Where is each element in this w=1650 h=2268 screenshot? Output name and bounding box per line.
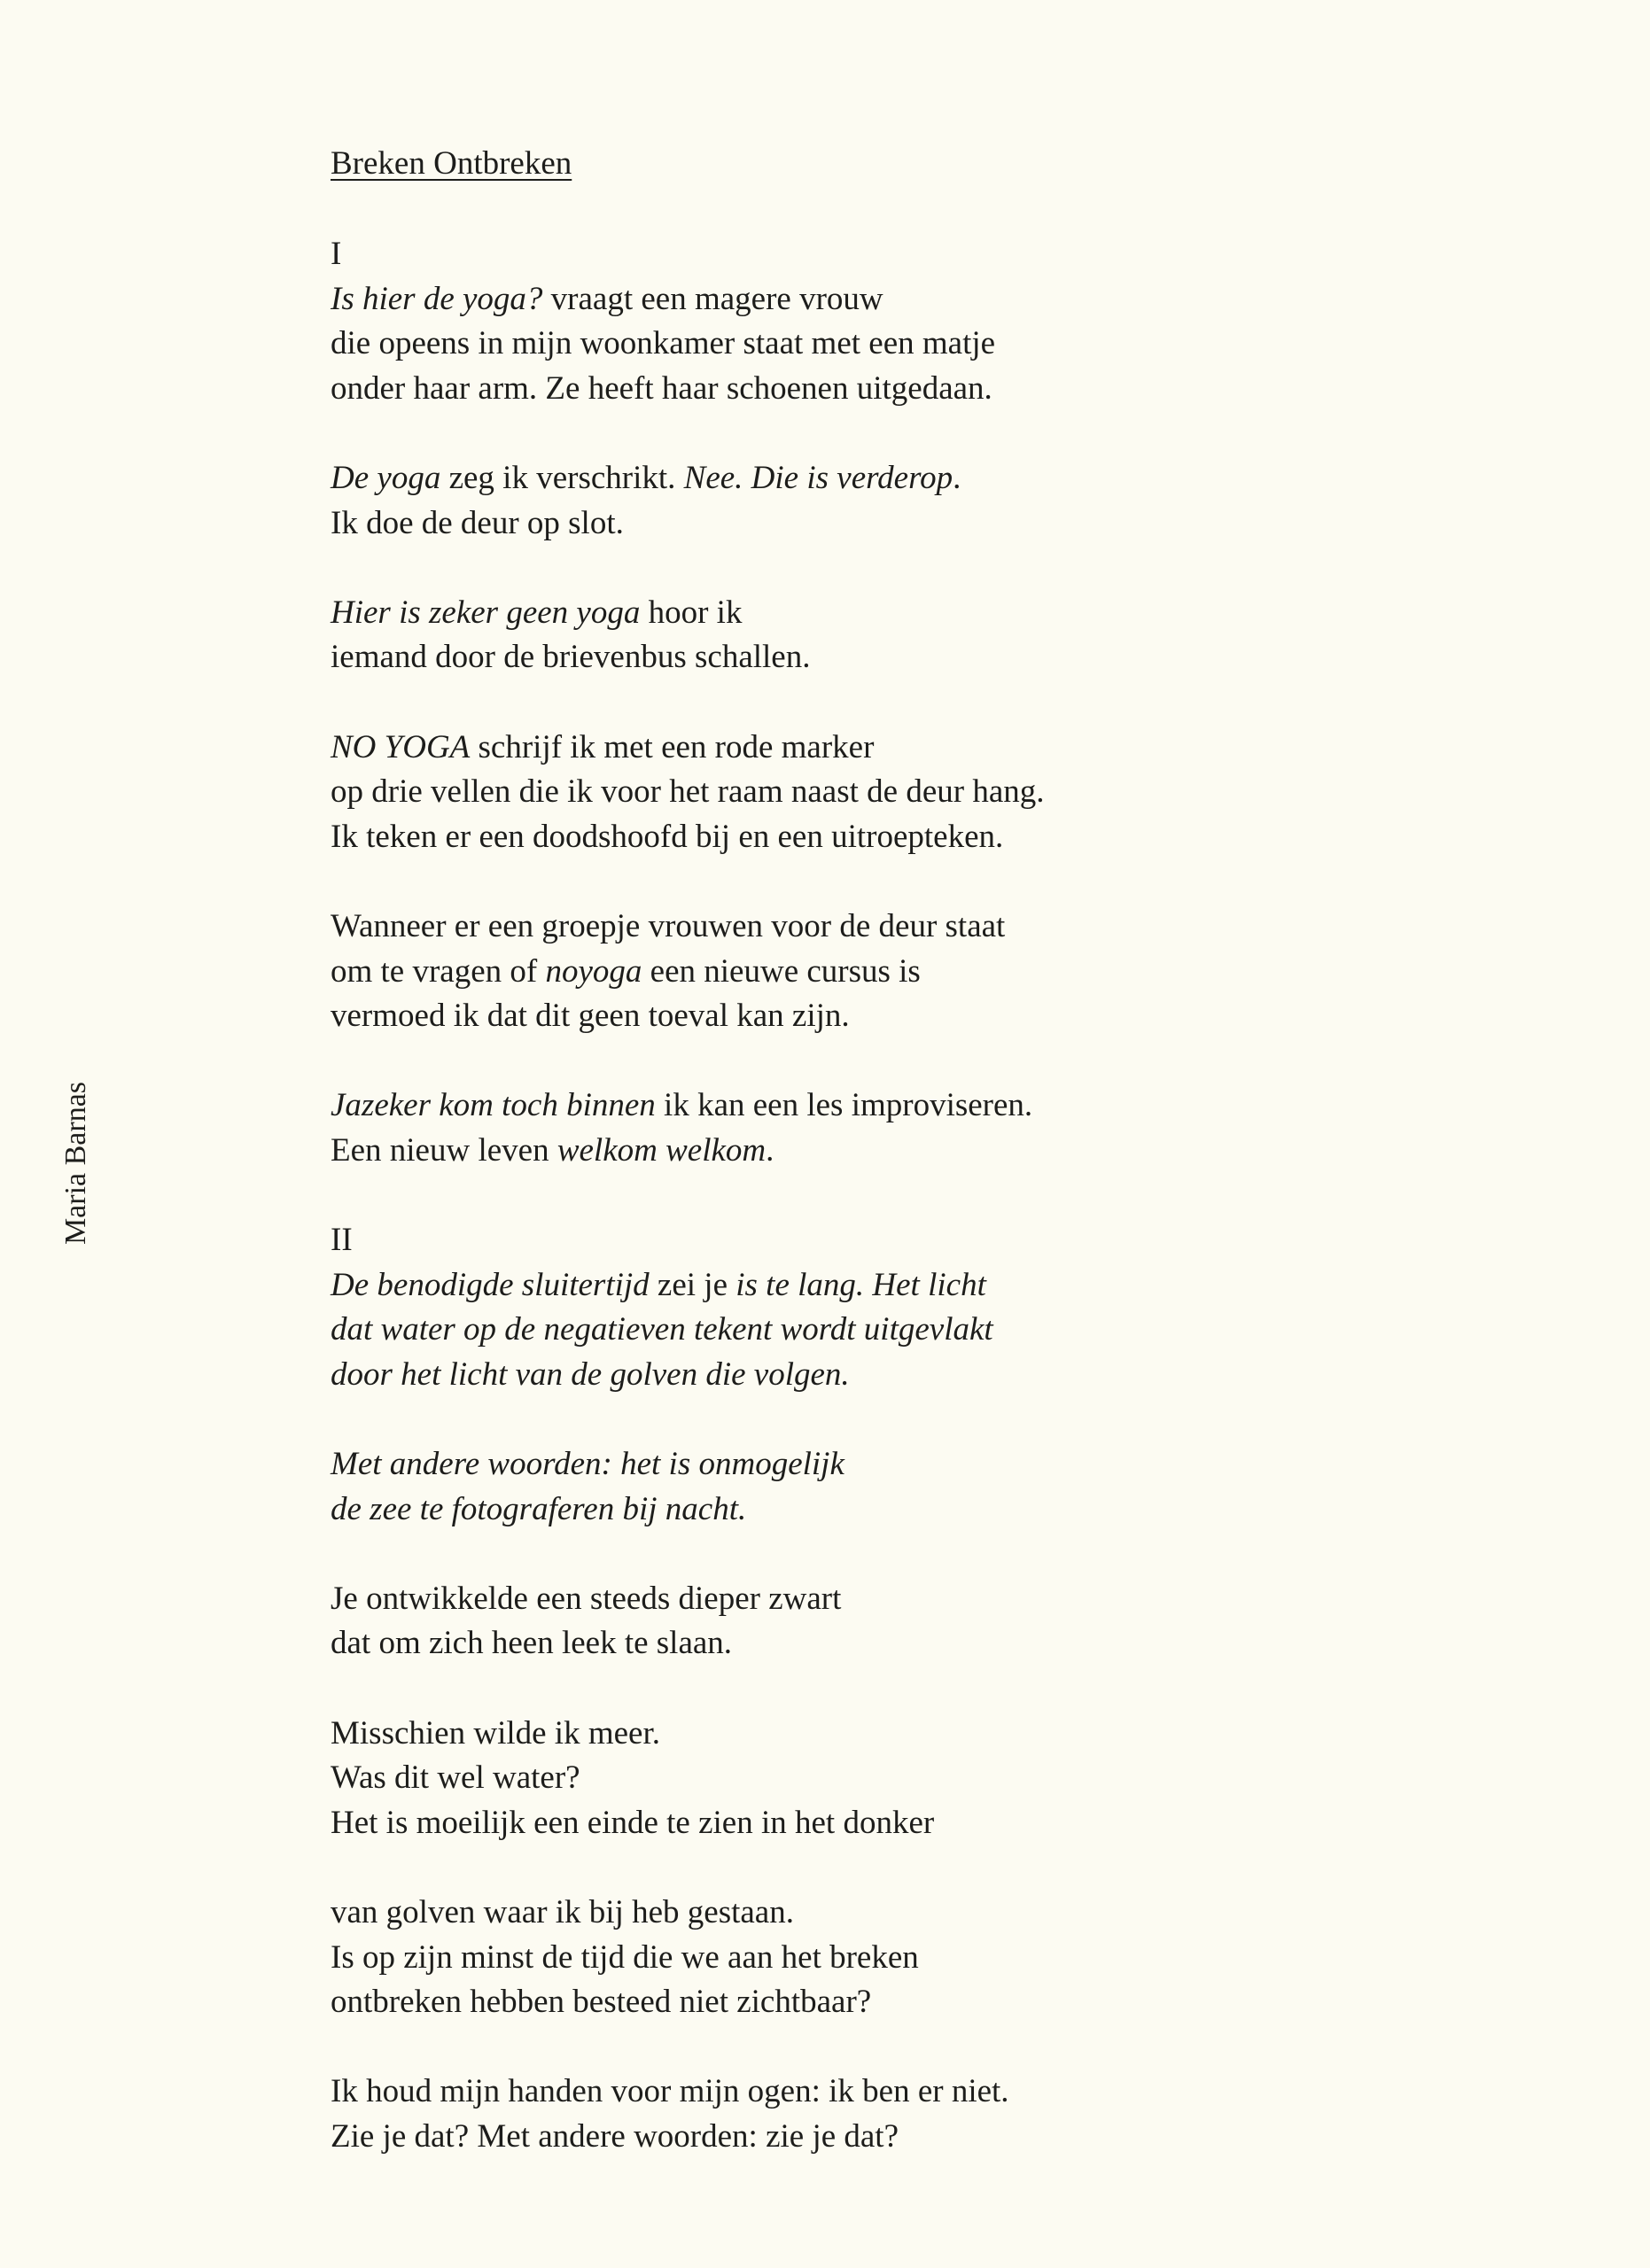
stanza-break [331, 1173, 1483, 1218]
text-segment: die opeens in mijn woonkamer staat met een matje [331, 325, 996, 362]
text-segment: . [766, 1131, 774, 1169]
poem-line [331, 456, 1483, 501]
poem-line [331, 277, 1483, 322]
italic-text: Hier is zeker geen yoga [331, 594, 641, 631]
text-segment: vraagt een magere vrouw [542, 280, 883, 317]
italic-text: noyoga [545, 952, 642, 990]
stanza-break [331, 546, 1483, 591]
poem-line [331, 1621, 1483, 1666]
poem-line [331, 1487, 1483, 1533]
text-segment: schrijf ik met een rode marker [470, 728, 875, 765]
poem-line [331, 367, 1483, 412]
text-segment: Een nieuw leven [331, 1131, 557, 1169]
author-name: Maria Barnas [59, 1081, 92, 1246]
text-segment: Ik doe de deur op slot. [331, 504, 624, 541]
poem-line [331, 591, 1483, 636]
poem-line [331, 1218, 1483, 1263]
stanza-break [331, 411, 1483, 456]
text-segment: zeg ik verschrikt. [440, 459, 684, 496]
text-segment: Je ontwikkelde een steeds dieper zwart [331, 1580, 842, 1617]
italic-text: welkom welkom [556, 1131, 767, 1169]
poem-line [331, 1980, 1483, 2025]
poem-line [331, 1084, 1483, 1129]
text-segment: iemand door de brievenbus schallen. [331, 639, 811, 676]
poem-line [331, 815, 1483, 860]
text-segment: Misschien wilde ik meer. [331, 1714, 660, 1751]
poem-line [331, 1756, 1483, 1801]
poem-line [331, 1442, 1483, 1487]
poem-line [331, 770, 1483, 815]
text-segment: om te vragen of [331, 952, 546, 990]
poem-line [331, 2115, 1483, 2160]
poem-line [331, 1129, 1483, 1174]
text-segment: vermoed ik dat dit geen toeval kan zijn. [331, 998, 850, 1035]
italic-text: door het licht van de golven die volgen. [331, 1355, 850, 1393]
text-segment: onder haar arm. Ze heeft haar schoenen uitgedaan. [331, 369, 992, 407]
italic-text: dat water op de negatieven tekent wordt uitgevlakt [331, 1311, 993, 1348]
poem-line [331, 2070, 1483, 2115]
text-segment: ik kan een les improviseren. [655, 1087, 1033, 1124]
text-segment: zei je [649, 1266, 736, 1303]
text-segment: II [331, 1222, 353, 1259]
italic-text: Is hier de yoga? [331, 280, 543, 317]
text-segment: I [331, 236, 342, 272]
text-segment: Ik houd mijn handen voor mijn ogen: ik ben er niet. [331, 2073, 1009, 2110]
poem-line [331, 905, 1483, 950]
italic-text: Met andere woorden: het is onmogelijk [331, 1446, 844, 1483]
poem-line [331, 994, 1483, 1039]
italic-text: Nee. Die is verderop [683, 459, 953, 496]
poem-line [331, 1801, 1483, 1846]
italic-text: De benodigde sluitertijd [331, 1266, 650, 1303]
stanza-break [331, 1666, 1483, 1712]
italic-text: is te lang. Het licht [735, 1266, 986, 1303]
text-segment: dat om zich heen leek te slaan. [331, 1625, 733, 1662]
stanza-break [331, 859, 1483, 905]
text-segment: Zie je dat? Met andere woorden: zie je dat? [331, 2117, 899, 2155]
poem-body [331, 232, 1483, 2160]
text-segment: Wanneer er een groepje vrouwen voor de deur staat [331, 907, 1006, 944]
text-segment: op drie vellen die ik voor het raam naast de deur hang. [331, 773, 1045, 811]
poem-line [331, 322, 1483, 367]
text-segment: Ik teken er een doodshoofd bij en een uitroepteken. [331, 818, 1004, 855]
stanza-break [331, 680, 1483, 726]
stanza-break [331, 1039, 1483, 1084]
poem-title: Breken Ontbreken [331, 145, 572, 182]
text-segment: Het is moeilijk een einde te zien in het donker [331, 1804, 935, 1841]
poem-line [331, 1263, 1483, 1309]
italic-text: NO YOGA [331, 728, 471, 765]
text-segment: Was dit wel water? [331, 1759, 580, 1797]
poem-line [331, 1712, 1483, 1757]
stanza-break [331, 1845, 1483, 1891]
poem-line [331, 1353, 1483, 1398]
text-segment: . [953, 459, 961, 496]
poem-line [331, 1577, 1483, 1622]
italic-text: de zee te fotograferen bij nacht. [331, 1490, 747, 1527]
poem-line [331, 1936, 1483, 1981]
text-segment: een nieuwe cursus is [642, 952, 921, 990]
stanza-break [331, 2025, 1483, 2070]
poem-line [331, 950, 1483, 995]
stanza-break [331, 1397, 1483, 1442]
italic-text: Jazeker kom toch binnen [331, 1087, 656, 1124]
poem-line [331, 1308, 1483, 1353]
text-segment: hoor ik [640, 594, 743, 631]
poem-line [331, 1891, 1483, 1936]
text-segment: ontbreken hebben besteed niet zichtbaar? [331, 1984, 872, 2021]
poem-line [331, 635, 1483, 680]
poem-line [331, 726, 1483, 771]
text-segment: Is op zijn minst de tijd die we aan het breken [331, 1938, 919, 1976]
italic-text: De yoga [331, 459, 441, 496]
stanza-break [331, 1532, 1483, 1577]
poem-line [331, 501, 1483, 547]
poem-line [331, 232, 1483, 277]
text-segment: van golven waar ik bij heb gestaan. [331, 1893, 794, 1930]
